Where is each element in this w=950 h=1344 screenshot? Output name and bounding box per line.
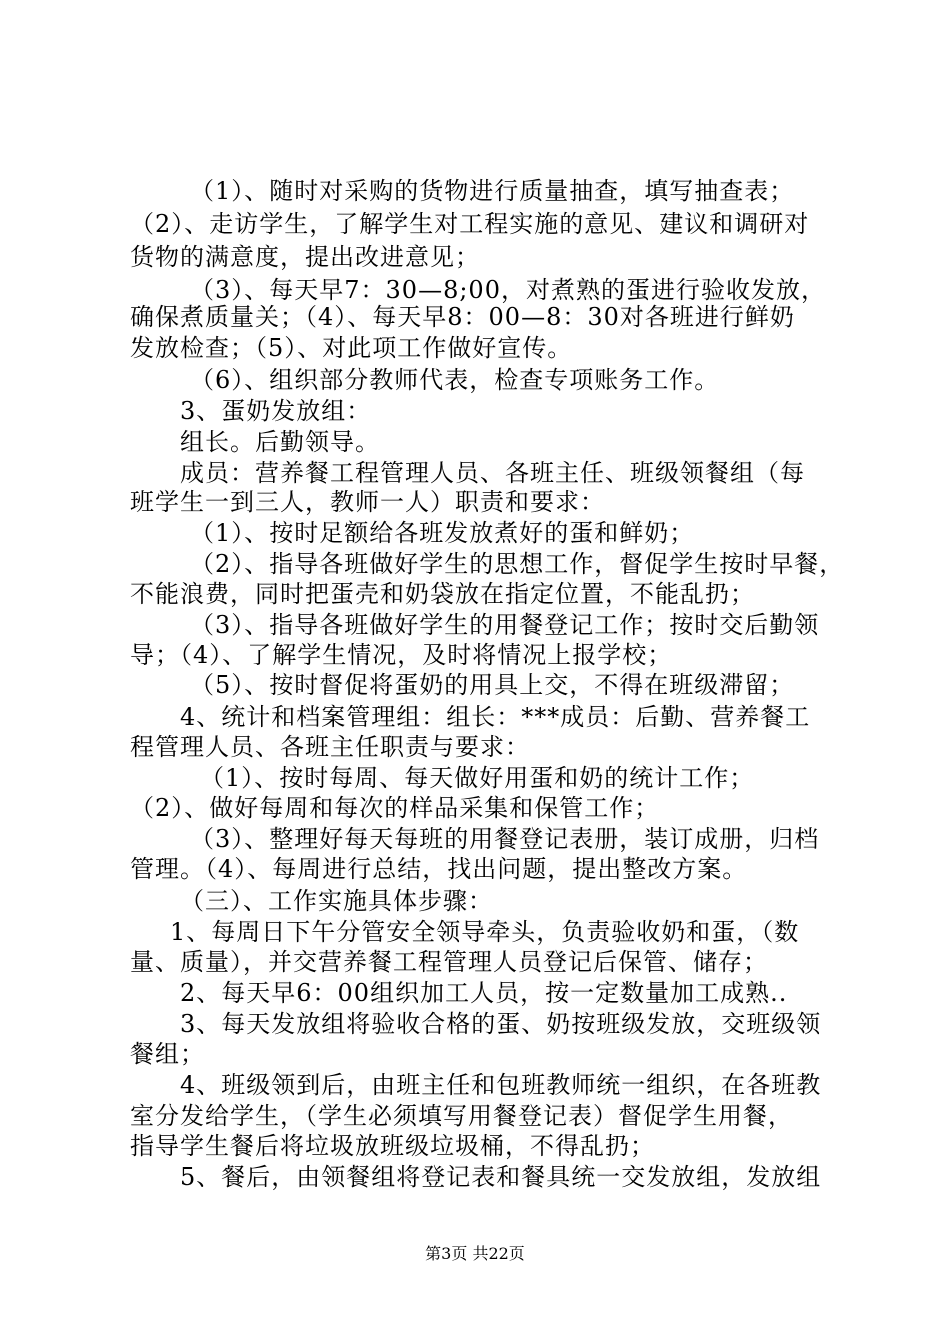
- text-line: （2）、做好每周和每次的样品采集和保管工作；: [130, 794, 660, 822]
- text-line: （2）、走访学生，了解学生对工程实施的意见、建议和调研对: [130, 210, 810, 238]
- section-heading: （三）、工作实施具体步骤：: [180, 887, 493, 915]
- text-line: （3）、指导各班做好学生的用餐登记工作；按时交后勤领: [190, 611, 820, 639]
- text-line: 货物的满意度，提出改进意见；: [130, 243, 480, 271]
- text-line: 1、每周日下午分管安全领导牵头，负责验收奶和蛋，（数: [170, 918, 800, 946]
- text-line: 程管理人员、各班主任职责与要求：: [130, 733, 530, 761]
- text-line: （3）、整理好每天每班的用餐登记表册，装订成册，归档: [190, 825, 820, 853]
- text-line: 不能浪费，同时把蛋壳和奶袋放在指定位置，不能乱扔；: [130, 580, 755, 608]
- text-line: 4、班级领到后，由班主任和包班教师统一组织，在各班教: [180, 1071, 822, 1099]
- section-heading: 4、统计和档案管理组：组长：***成员：后勤、营养餐工: [180, 703, 811, 731]
- text-line: 5、餐后，由领餐组将登记表和餐具统一交发放组，发放组: [180, 1163, 822, 1191]
- text-line: 餐组；: [130, 1040, 205, 1068]
- text-line: 导；（4）、了解学生情况，及时将情况上报学校；: [130, 641, 673, 669]
- text-line: 量、质量），并交营养餐工程管理人员登记后保管、储存；: [130, 948, 768, 976]
- text-line: （3）、每天早7：30—8;00，对煮熟的蛋进行验收发放，: [190, 276, 826, 304]
- page-number-footer: 第3页 共22页: [425, 1244, 525, 1263]
- text-line: （1）、按时每周、每天做好用蛋和奶的统计工作；: [200, 764, 755, 792]
- text-line: （1）、按时足额给各班发放煮好的蛋和鲜奶；: [190, 519, 695, 547]
- text-line: 管理。（4）、每周进行总结，找出问题，提出整改方案。: [130, 855, 748, 883]
- text-line: 确保煮质量关；（4）、每天早8：00—8：30对各班进行鲜奶: [130, 303, 795, 331]
- text-line: 3、每天发放组将验收合格的蛋、奶按班级发放，交班级领: [180, 1010, 822, 1038]
- text-line: （1）、随时对采购的货物进行质量抽查，填写抽查表；: [190, 177, 795, 205]
- text-line: 组长。后勤领导。: [180, 428, 380, 456]
- section-heading: 3、蛋奶发放组：: [180, 397, 372, 425]
- text-line: 指导学生餐后将垃圾放班级垃圾桶，不得乱扔；: [130, 1132, 655, 1160]
- text-line: （5）、按时督促将蛋奶的用具上交，不得在班级滞留；: [190, 671, 795, 699]
- text-line: （6）、组织部分教师代表，检查专项账务工作。: [190, 366, 720, 394]
- text-line: 班学生一到三人，教师一人）职责和要求：: [130, 488, 605, 516]
- text-line: 2、每天早6：00组织加工人员，按一定数量加工成熟..: [180, 979, 788, 1007]
- text-line: 发放检查；（5）、对此项工作做好宣传。: [130, 334, 573, 362]
- text-line: 成员：营养餐工程管理人员、各班主任、班级领餐组（每: [180, 459, 805, 487]
- text-line: 室分发给学生，（学生必须填写用餐登记表）督促学生用餐，: [130, 1102, 793, 1130]
- text-line: （2）、指导各班做好学生的思想工作，督促学生按时早餐，: [190, 550, 845, 578]
